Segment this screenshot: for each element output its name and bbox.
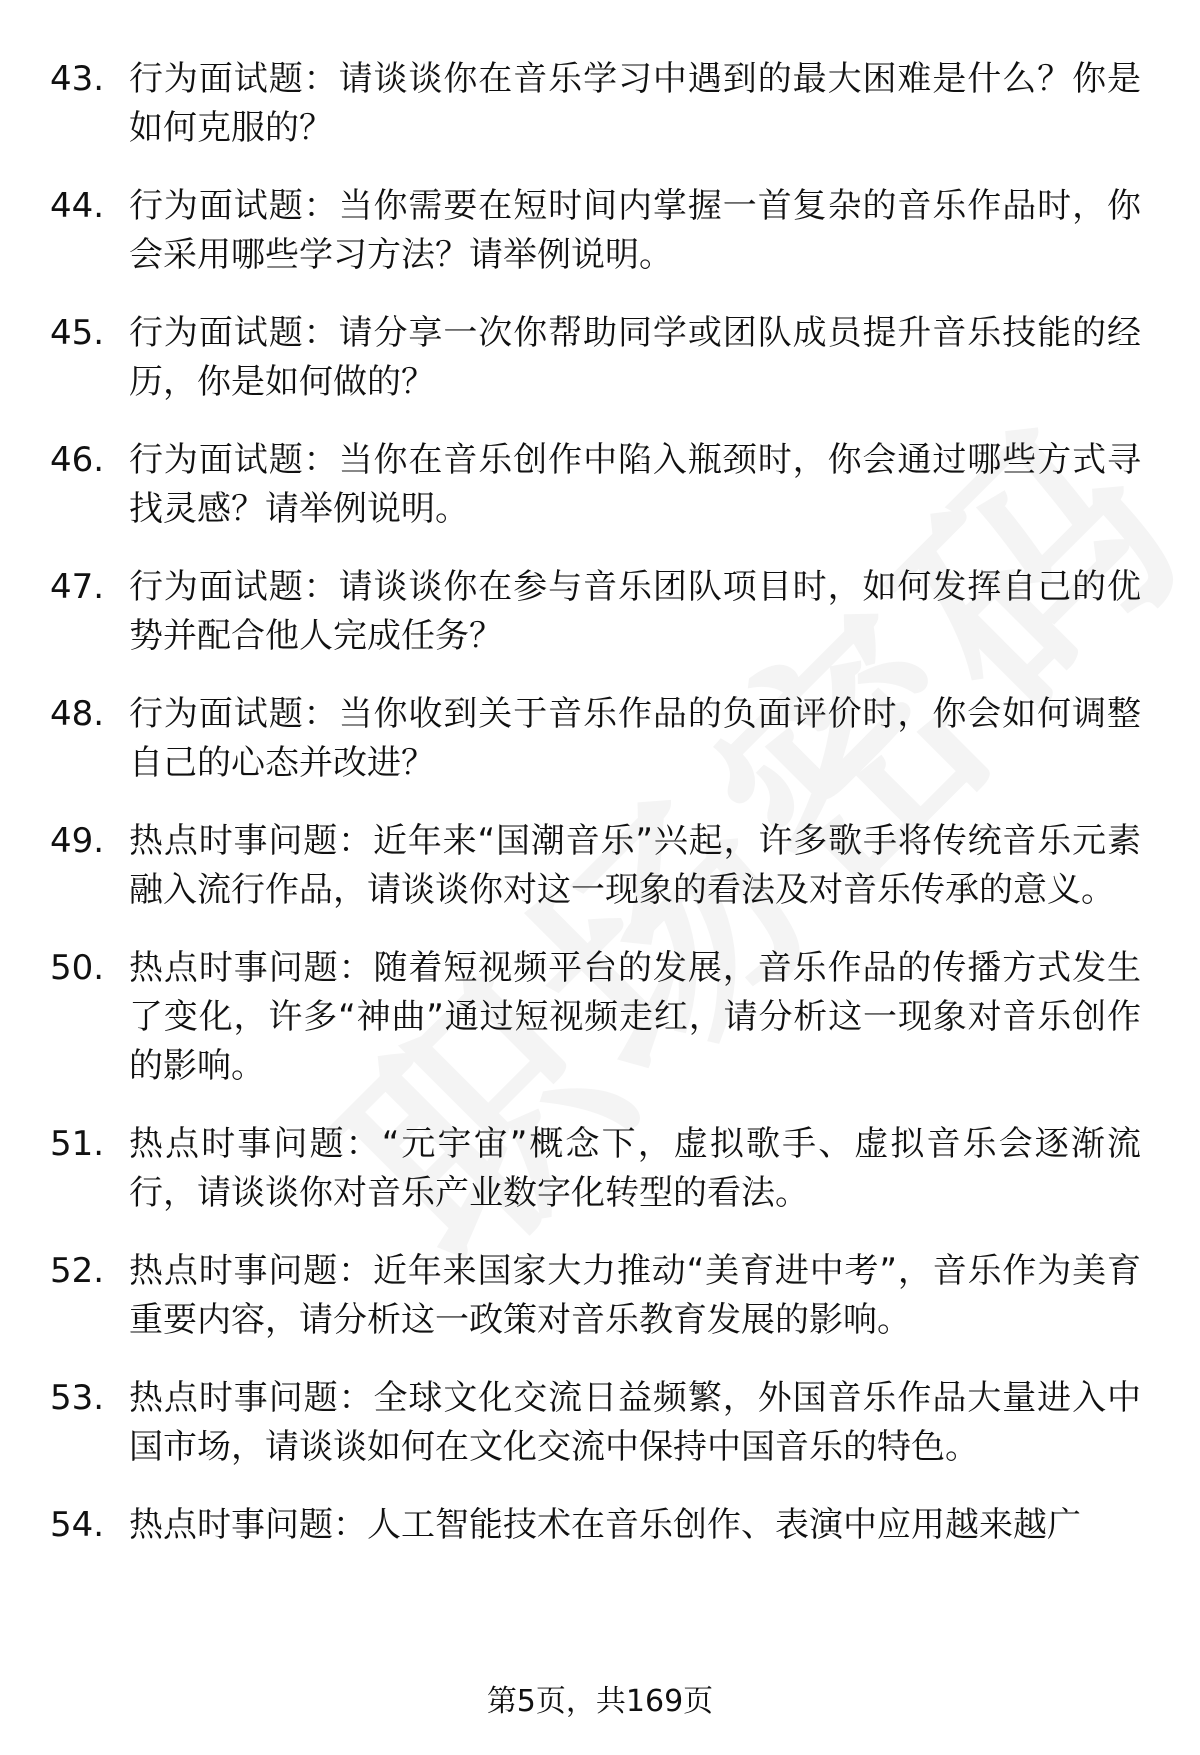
question-item: [50, 309, 1150, 407]
question-item: [50, 436, 1150, 534]
question-text: 行为面试题：请分享一次你帮助同学或团队成员提升音乐技能的经历，你是如何做的？: [129, 313, 1141, 402]
question-item: [50, 55, 1150, 153]
question-text: 热点时事问题：近年来国家大力推动“美育进中考”，音乐作为美育重要内容，请分析这一政策对音乐教育发展的影响。: [129, 1251, 1141, 1340]
question-text: 行为面试题：当你收到关于音乐作品的负面评价时，你会如何调整自己的心态并改进？: [129, 694, 1141, 783]
question-text: 行为面试题：当你在音乐创作中陷入瓶颈时，你会通过哪些方式寻找灵感？请举例说明。: [129, 440, 1141, 529]
question-text: 热点时事问题：人工智能技术在音乐创作、表演中应用越来越广: [129, 1505, 1081, 1545]
question-item: [50, 1374, 1150, 1472]
question-number: 47.: [50, 567, 105, 607]
question-text: 行为面试题：当你需要在短时间内掌握一首复杂的音乐作品时，你会采用哪些学习方法？请举例说明。: [129, 186, 1141, 275]
question-number: 46.: [50, 440, 105, 480]
question-list: [50, 55, 1150, 1579]
question-number: 54.: [50, 1505, 105, 1545]
question-number: 53.: [50, 1378, 105, 1418]
question-item: [50, 817, 1150, 915]
question-item: [50, 563, 1150, 661]
question-text: 热点时事问题：“元宇宙”概念下，虚拟歌手、虚拟音乐会逐渐流行，请谈谈你对音乐产业数字化转型的看法。: [129, 1124, 1141, 1213]
question-number: 49.: [50, 821, 105, 861]
question-item: [50, 182, 1150, 280]
question-text: 热点时事问题：全球文化交流日益频繁，外国音乐作品大量进入中国市场，请谈谈如何在文化交流中保持中国音乐的特色。: [129, 1378, 1141, 1467]
question-text: 热点时事问题：近年来“国潮音乐”兴起，许多歌手将传统音乐元素融入流行作品，请谈谈你对这一现象的看法及对音乐传承的意义。: [129, 821, 1141, 910]
question-number: 44.: [50, 186, 105, 226]
question-item: [50, 1247, 1150, 1345]
question-item: [50, 1120, 1150, 1218]
question-number: 45.: [50, 313, 105, 353]
question-item: [50, 1501, 1150, 1550]
question-text: 行为面试题：请谈谈你在音乐学习中遇到的最大困难是什么？你是如何克服的？: [129, 59, 1141, 148]
question-number: 52.: [50, 1251, 105, 1291]
question-number: 48.: [50, 694, 105, 734]
page-footer: 第5页，共169页: [486, 1684, 714, 1719]
question-number: 50.: [50, 948, 105, 988]
question-text: 行为面试题：请谈谈你在参与音乐团队项目时，如何发挥自己的优势并配合他人完成任务？: [129, 567, 1141, 656]
question-text: 热点时事问题：随着短视频平台的发展，音乐作品的传播方式发生了变化，许多“神曲”通过短视频走红，请分析这一现象对音乐创作的影响。: [129, 948, 1141, 1086]
question-item: [50, 690, 1150, 788]
question-item: [50, 944, 1150, 1091]
question-number: 43.: [50, 59, 105, 99]
question-number: 51.: [50, 1124, 105, 1164]
